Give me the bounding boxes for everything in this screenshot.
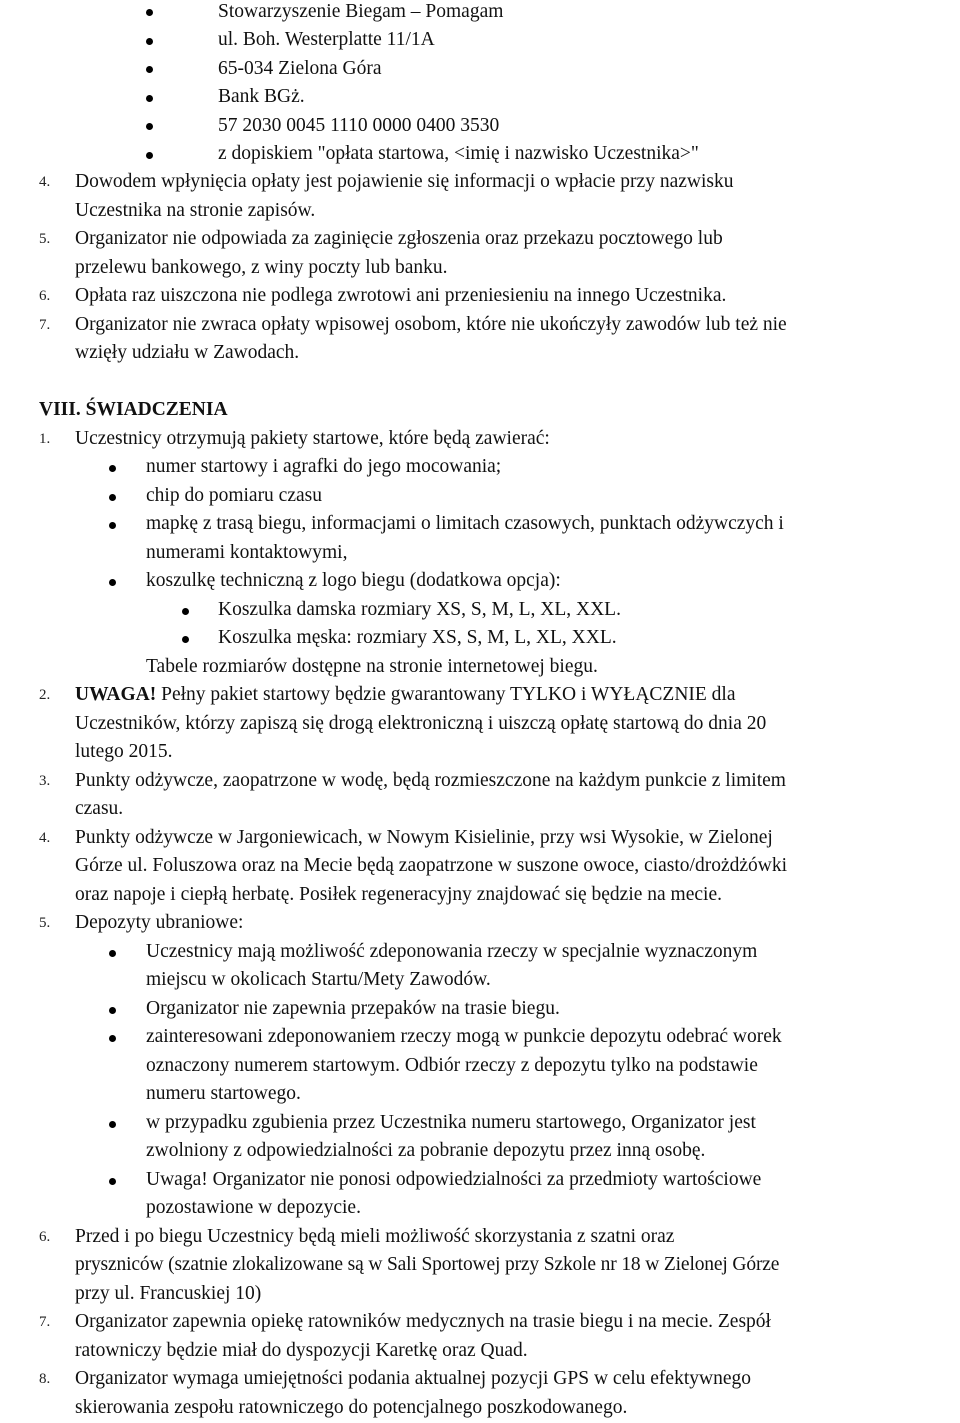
bullet-icon	[109, 494, 116, 501]
bullet-icon	[109, 465, 116, 472]
list-item-text: czasu.	[75, 798, 124, 819]
warning-text: Pełny pakiet startowy będzie gwarantowany TYLKO i WYŁĄCZNIE dla	[156, 684, 736, 705]
bullet-icon	[146, 9, 153, 16]
deposit-item: miejscu w okolicach Startu/Mety Zawodów.	[146, 969, 491, 990]
deposit-item: pozostawione w depozycie.	[146, 1197, 361, 1218]
item-number: 5.	[39, 915, 51, 931]
list-item-text: pryszniców (szatnie zlokalizowane są w Sali Sportowej przy Szkole nr 18 w Zielonej Górze	[75, 1254, 780, 1275]
list-item-text: Uczestnicy otrzymują pakiety startowe, które będą zawierać:	[75, 428, 550, 449]
bullet-icon	[109, 522, 116, 529]
item-number: 7.	[39, 317, 51, 333]
bullet-icon	[109, 579, 116, 586]
transfer-note-line: z dopiskiem "opłata startowa, <imię i nazwisko Uczestnika>"	[218, 143, 699, 164]
deposit-item: numeru startowego.	[146, 1083, 301, 1104]
pack-item: numerami kontaktowymi,	[146, 542, 348, 563]
bullet-icon	[146, 152, 153, 159]
list-item-text: Uczestników, którzy zapiszą się drogą elektroniczną i uiszczą opłatę startową do dnia 20	[75, 713, 767, 734]
item-number: 8.	[39, 1371, 51, 1387]
bullet-icon	[146, 66, 153, 73]
list-item-text: Depozyty ubraniowe:	[75, 912, 244, 933]
address-line: 65-034 Zielona Góra	[218, 58, 382, 79]
bullet-icon	[182, 608, 189, 615]
item-number: 3.	[39, 773, 51, 789]
item-number: 7.	[39, 1314, 51, 1330]
list-item-text: Organizator zapewnia opiekę ratowników medycznych na trasie biegu i na mecie. Zespół	[75, 1311, 771, 1332]
list-item-text: wzięły udziału w Zawodach.	[75, 342, 300, 363]
list-item-text: Przed i po biegu Uczestnicy będą mieli możliwość skorzystania z szatni oraz	[75, 1226, 675, 1247]
bullet-icon	[109, 1121, 116, 1128]
list-item-text: skierowania zespołu ratowniczego do potencjalnego poszkodowanego.	[75, 1397, 628, 1418]
bullet-icon	[182, 636, 189, 643]
item-number: 1.	[39, 431, 51, 447]
list-item-text: oraz napoje i ciepłą herbatę. Posiłek regeneracyjny znajdować się będzie na mecie.	[75, 884, 722, 905]
list-item-text: przelewu bankowego, z winy poczty lub banku.	[75, 257, 448, 278]
list-item-text: Górze ul. Foluszowa oraz na Mecie będą zaopatrzone w suszone owoce, ciasto/drożdżówki	[75, 855, 788, 876]
bullet-icon	[109, 1178, 116, 1185]
pack-item: chip do pomiaru czasu	[146, 485, 322, 506]
bullet-icon	[146, 95, 153, 102]
section-heading: VIII. ŚWIADCZENIA	[39, 399, 228, 420]
list-item-text: ratowniczy będzie miał do dyspozycji Karetkę oraz Quad.	[75, 1340, 528, 1361]
deposit-item: w przypadku zgubienia przez Uczestnika numeru startowego, Organizator jest	[146, 1112, 756, 1133]
size-table-note: Tabele rozmiarów dostępne na stronie internetowej biegu.	[146, 656, 598, 677]
pack-item: numer startowy i agrafki do jego mocowania;	[146, 456, 502, 477]
shirt-size-item: Koszulka męska: rozmiary XS, S, M, L, XL, XXL.	[218, 627, 617, 648]
bank-account-line: 57 2030 0045 1110 0000 0400 3530	[218, 115, 500, 136]
shirt-size-item: Koszulka damska rozmiary XS, S, M, L, XL, XXL.	[218, 599, 621, 620]
item-number: 6.	[39, 288, 51, 304]
list-item-text	[75, 681, 736, 710]
bullet-icon	[109, 1035, 116, 1042]
item-number: 5.	[39, 231, 51, 247]
warning-label: UWAGA!	[75, 684, 157, 705]
bullet-icon	[146, 38, 153, 45]
list-item-text: Punkty odżywcze, zaopatrzone w wodę, będą rozmieszczone na każdym punkcie z limitem	[75, 770, 786, 791]
item-number: 2.	[39, 687, 51, 703]
address-line: Stowarzyszenie Biegam – Pomagam	[218, 1, 504, 22]
list-item-text: Opłata raz uiszczona nie podlega zwrotowi ani przeniesieniu na innego Uczestnika.	[75, 285, 727, 306]
deposit-item: oznaczony numerem startowym. Odbiór rzeczy z depozytu tylko na podstawie	[146, 1055, 758, 1076]
deposit-item: Uwaga! Organizator nie ponosi odpowiedzialności za przedmioty wartościowe	[146, 1169, 762, 1190]
deposit-item: zwolniony z odpowiedzialności za pobranie depozytu przez inną osobę.	[146, 1140, 706, 1161]
list-item-text: przy ul. Francuskiej 10)	[75, 1283, 262, 1304]
pack-item: koszulkę techniczną z logo biegu (dodatkowa opcja):	[146, 570, 561, 591]
deposit-item: zainteresowani zdeponowaniem rzeczy mogą w punkcie depozytu odebrać worek	[146, 1026, 782, 1047]
list-item-text: lutego 2015.	[75, 741, 173, 762]
item-number: 6.	[39, 1229, 51, 1245]
deposit-item: Uczestnicy mają możliwość zdeponowania rzeczy w specjalnie wyznaczonym	[146, 941, 758, 962]
list-item-text: Organizator nie zwraca opłaty wpisowej osobom, które nie ukończyły zawodów lub też nie	[75, 314, 787, 335]
deposit-item: Organizator nie zapewnia przepaków na trasie biegu.	[146, 998, 560, 1019]
address-line: ul. Boh. Westerplatte 11/1A	[218, 29, 435, 50]
address-line: Bank BGż.	[218, 86, 305, 107]
bullet-icon	[109, 1007, 116, 1014]
list-item-text: Uczestnika na stronie zapisów.	[75, 200, 316, 221]
bullet-icon	[109, 950, 116, 957]
item-number: 4.	[39, 174, 51, 190]
list-item-text: Dowodem wpłynięcia opłaty jest pojawienie się informacji o wpłacie przy nazwisku	[75, 171, 734, 192]
list-item-text: Organizator nie odpowiada za zaginięcie zgłoszenia oraz przekazu pocztowego lub	[75, 228, 723, 249]
bullet-icon	[146, 123, 153, 130]
list-item-text: Organizator wymaga umiejętności podania aktualnej pozycji GPS w celu efektywnego	[75, 1368, 751, 1389]
item-number: 4.	[39, 830, 51, 846]
list-item-text: Punkty odżywcze w Jargoniewicach, w Nowym Kisielinie, przy wsi Wysokie, w Zielonej	[75, 827, 773, 848]
pack-item: mapkę z trasą biegu, informacjami o limitach czasowych, punktach odżywczych i	[146, 513, 784, 534]
